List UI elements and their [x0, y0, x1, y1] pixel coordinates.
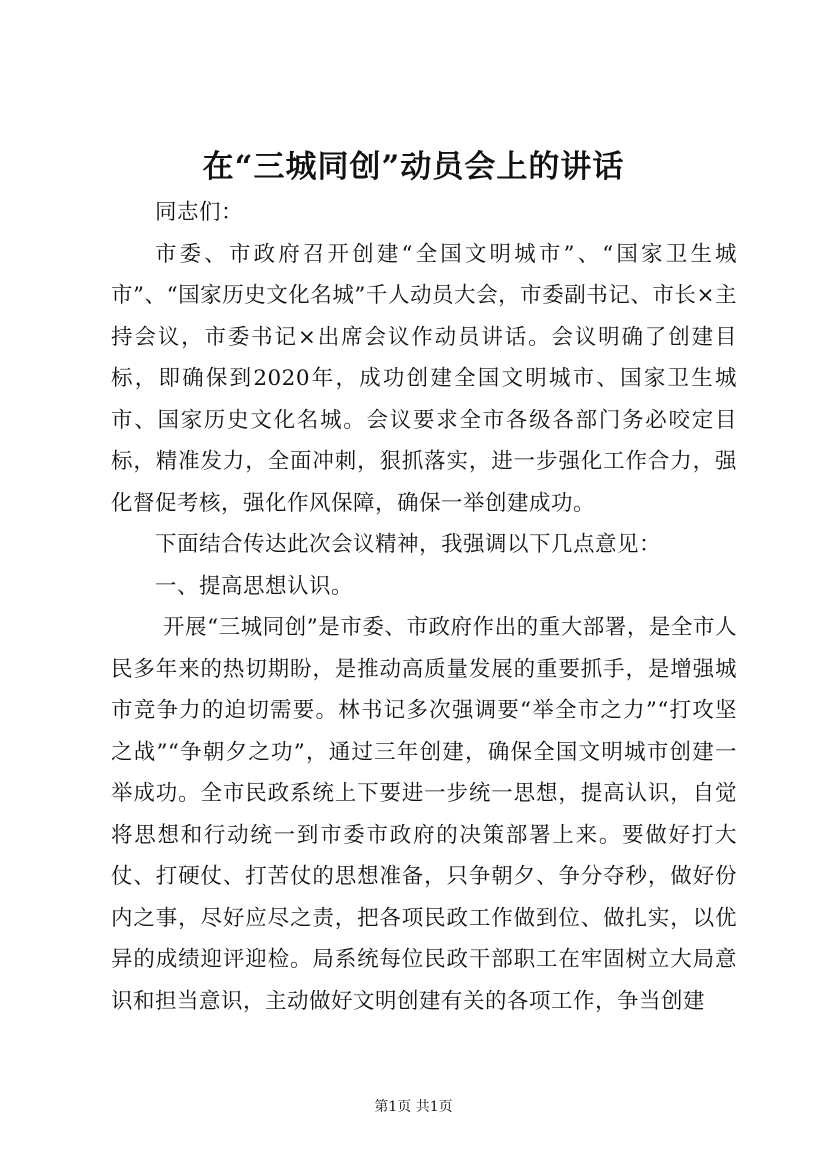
intro-paragraph: 市委、市政府召开创建“全国文明城市”、“国家卫生城市”、“国家历史文化名城”千人动员大会，市委副书记、市长×主持会议，市委书记×出席会议作动员讲话。会议明确了创建目标，即确保到2020年，成功创建全国文明城市、国家卫生城市、国家历史文化名城。会议要求全市各级各部门务必咬定目标，精准发力，全面冲刺，狠抓落实，进一步强化工作合力，强化督促考核，强化作风保障，确保一举创建成功。: [111, 241, 737, 516]
section-1-paragraph: 开展“三城同创”是市委、市政府作出的重大部署，是全市人民多年来的热切期盼，是推动高质量发展的重要抓手，是增强城市竞争力的迫切需要。林书记多次强调要“举全市之力”“打攻坚之战”“争朝夕之功”，通过三年创建，确保全国文明城市创建一举成功。全市民政系统上下要进一步统一思想，提高认识，自觉将思想和行动统一到市委市政府的决策部署上来。要做好打大仗、打硬仗、打苦仗的思想准备，只争朝夕、争分夺秒，做好份内之事，尽好应尽之责，把各项民政工作做到位、做扎实，以优异的成绩迎评迎检。局系统每位民政干部职工在牢固树立大局意识和担当意识，主动做好文明创建有关的各项工作，争当创建: [111, 615, 737, 1014]
document-body: [111, 192, 737, 1022]
transition-paragraph: 下面结合传达此次会议精神，我强调以下几点意见：: [155, 532, 662, 557]
document-title: 在“三城同创”动员会上的讲话: [202, 149, 625, 185]
page-footer: 第1页 共1页: [374, 1099, 453, 1115]
salutation-paragraph: 同志们：: [155, 200, 244, 225]
section-heading-1: 一、提高思想认识。: [155, 573, 354, 599]
